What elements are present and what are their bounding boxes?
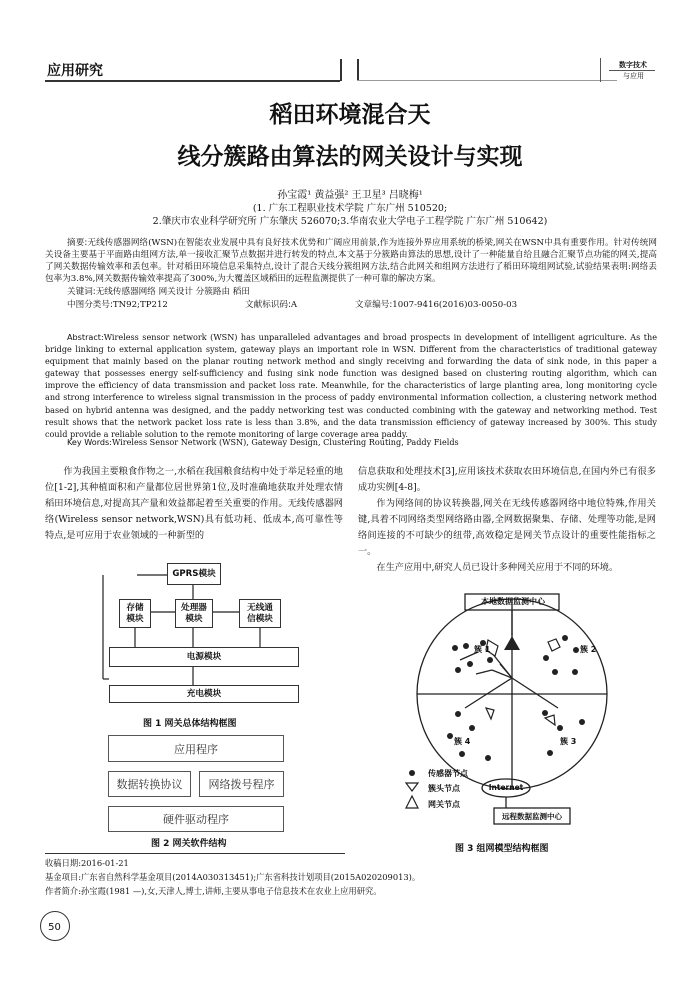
article-number xyxy=(355,299,517,311)
processor-module: 处理器 模块 xyxy=(175,599,213,628)
keywords-cn-text: 无线传感器网络 网关设计 分簇路由 稻田 xyxy=(95,287,250,297)
figure-1 xyxy=(95,555,325,715)
keywords-cn-label: 关键词: xyxy=(67,287,96,297)
header-divider xyxy=(357,59,359,81)
clc-value: TN92;TP212 xyxy=(112,300,168,310)
charge-module: 充电模块 xyxy=(109,685,299,703)
page-badge xyxy=(40,911,70,941)
app-program-box: 应用程序 xyxy=(108,735,284,762)
figure-2-caption: 图 2 网关软件结构 xyxy=(151,839,227,849)
abstract-cn xyxy=(45,237,657,285)
footnote-rule xyxy=(45,853,345,854)
section-label: 应用研究 xyxy=(47,63,103,79)
article-no-value: 1007-9416(2016)03-0050-03 xyxy=(392,300,518,310)
legend-gateway: 网关节点 xyxy=(428,800,460,809)
header-rule-left xyxy=(45,80,340,82)
doc-code-label: 文献标识码: xyxy=(245,300,291,310)
footnote-fund: 基金项目:广东省自然科学基金项目(2014A030313451);广东省科技计划项目(2015A020209013)。 xyxy=(45,872,421,882)
title-line1: 稻田环境混合天 xyxy=(269,102,431,128)
journal-name-line2: 与应用 xyxy=(609,70,655,81)
keywords-en xyxy=(67,436,459,448)
affiliation-1: (1. 广东工程职业技术学院 广东广州 510520; xyxy=(252,203,448,214)
data-convert-box: 数据转换协议 xyxy=(108,771,191,797)
footnote-author: 作者简介:孙宝霞(1981 —),女,天津人,博士,讲师,主要从事电子信息技术在农业上应用研究。 xyxy=(45,886,382,896)
cluster-2-label: 簇 2 xyxy=(580,645,597,654)
gprs-module: GPRS模块 xyxy=(167,563,221,585)
journal-name-line1: 数字技术 xyxy=(619,60,647,69)
footnote-received: 收稿日期:2016-01-21 xyxy=(45,858,129,868)
cluster-4-label: 簇 4 xyxy=(454,737,471,746)
power-module: 电源模块 xyxy=(109,647,299,667)
abstract-en-label: Abstract: xyxy=(67,332,104,342)
authors: 孙宝霞¹ 黄益强² 王卫星³ 吕晓梅¹ xyxy=(277,190,423,201)
abstract-cn-label: 摘要: xyxy=(67,238,88,248)
affiliation-2: 2.肇庆市农业科学研究所 广东肇庆 526070;3.华南农业大学电子工程学院 广东广州 510642) xyxy=(152,216,548,227)
body-right-paragraph-1: 信息获取和处理技术[3],应用该技术获取农田环境信息,在国内外已有很多成功实例[4-8]。 xyxy=(358,466,656,493)
dial-program-box: 网络拨号程序 xyxy=(199,771,284,797)
body-left-paragraph: 作为我国主要粮食作物之一,水稻在我国粮食结构中处于举足轻重的地位[1-2],其种植面积和产量都位居世界第1位,及时准确地获取并处理农情稻田环境信息,对提高其产量和效益都起着至关重要的作用。无线传感器网络(Wireless sensor network,WSN)具有低功耗、低成本,高可靠性等特点,是可应用于农业领域的一种新型的 xyxy=(45,466,343,541)
body-right-paragraph-3: 在生产应用中,研究人员已设计多种网关应用于不同的环境。 xyxy=(376,562,619,573)
header-rule-right xyxy=(357,80,617,81)
internet-label: Internet xyxy=(488,783,524,792)
document-code xyxy=(245,299,297,311)
figure-3 xyxy=(400,588,630,828)
gateway-icon xyxy=(504,636,520,650)
legend-sensor: 传感器节点 xyxy=(428,769,468,778)
figure-1-caption: 图 1 网关总体结构框图 xyxy=(143,719,237,729)
abstract-cn-text: 无线传感器网络(WSN)在智能农业发展中具有良好技术优势和广阔应用前景,作为连接外界应用系统的桥梁,网关在WSN中具有重要作用。针对传统网关设备主要基于平面路由组网方法,单一接收汇聚节点数据并进行转发的特点,本文基于分簇路由算法的思想,设计了一种能量自给且融合汇聚节点功能的网关,提高了网关数据传输效率和丢包率。针对稻田环境信息采集特点,设计了混合天线分簇组网方法,结合此网关和组网方法进行了稻田环境组网试验,试验结果表明:网络丢包率为3.8%,网关数据传输效率提高了300%,为大覆盖区域稻田的远程监测提供了一种可靠的解决方案。 xyxy=(45,238,657,285)
local-monitor-center: 本地数据监测中心 xyxy=(481,597,545,606)
wireless-module: 无线通 信模块 xyxy=(239,599,281,628)
doc-code-value: A xyxy=(290,300,298,310)
figure-3-caption: 图 3 组网模型结构框图 xyxy=(455,844,549,854)
keywords-en-text: Wireless Sensor Network (WSN), Gateway Design, Clustering Routing, Paddy Fields xyxy=(112,437,459,447)
abstract-en-text: Wireless sensor network (WSN) has unparalleled advantages and broad prospects in development of intelligent agriculture. As the bridge linking to external application system, gateway plays an important role in WSN. Different from the characteristics of traditional gateway equipment that mainly based on the planar routing network method and singly receiving and forwarding the data of sink node, in this paper a gateway that possesses energy self-sufficiency and fusing sink node function was designed based on clustering routing algorithm, which can improve the efficiency of data transmission and packet loss rate. Meanwhile, for the characteristics of large planting area, long monitoring cycle and strong interference to wireless signal transmission in the process of paddy environmental information collection, a clustering network method based on hybrid antenna was designed, and the paddy networking test was conducted combining with the gateway and networking method. Test result shows that the network packet loss rate is less than 3.8%, and the data transmission efficiency of gateway increased by 300%. This study could provide a reliable solution to the remote monitoring of large coverage area paddy. xyxy=(45,332,657,439)
remote-monitor-center: 远程数据监测中心 xyxy=(502,812,562,821)
article-no-label: 文章编号: xyxy=(355,300,393,310)
header-divider xyxy=(340,59,342,81)
abstract-en xyxy=(45,331,657,440)
legend-cluster-head: 簇头节点 xyxy=(428,784,460,793)
cluster-3-label: 簇 3 xyxy=(560,737,577,746)
journal-logo xyxy=(600,58,659,82)
clc-number xyxy=(67,299,168,311)
title-line2: 线分簇路由算法的网关设计与实现 xyxy=(177,144,523,170)
storage-module: 存储 模块 xyxy=(119,599,151,628)
keywords-en-label: Key Words: xyxy=(67,437,112,447)
page-number: 50 xyxy=(48,922,61,933)
cluster-1-label: 簇 1 xyxy=(474,645,491,654)
driver-box: 硬件驱动程序 xyxy=(108,806,284,832)
clc-label: 中图分类号: xyxy=(67,300,113,310)
keywords-cn xyxy=(67,286,250,298)
body-right-paragraph-2: 作为网络间的协议转换器,网关在无线传感器网络中地位特殊,作用关键,具着不同网络类型网络路由器,全网数据聚集、存储、处理等功能,是网络间连接的不可缺少的纽带,高效稳定是网关节点设计的重要性能指标之一。 xyxy=(358,498,656,557)
